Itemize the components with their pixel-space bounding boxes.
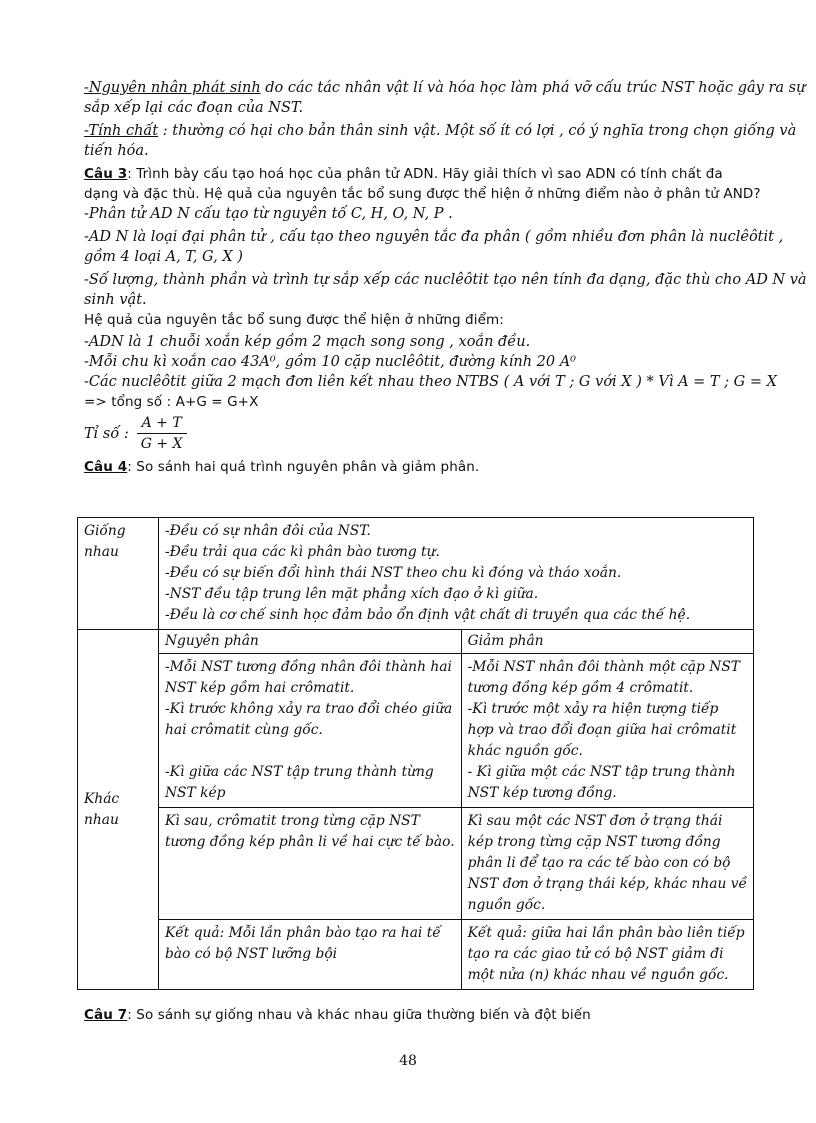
cell-line: Kì sau một các NST đơn ở trạng thái	[467, 813, 723, 829]
cell-line: -Kì trước không xảy ra trao đổi chéo giữa	[164, 701, 453, 717]
mitosis-anaphase-cell	[158, 808, 461, 920]
cause-paragraph	[84, 78, 806, 98]
table-row	[78, 920, 754, 990]
col-meiosis-header: Giảm phân	[461, 630, 753, 654]
cell-line	[165, 741, 455, 762]
cause-label: -Nguyên nhân phát sinh	[84, 80, 261, 96]
q3-question-text: : Trình bày cấu tạo hoá học của phân tử ADN. Hãy giải thích vì sao ADN có tính chất đa	[127, 166, 723, 182]
property-text-cont: tiến hóa.	[84, 143, 149, 159]
meiosis-phase-cell	[461, 654, 753, 808]
q3-label: Câu 3	[84, 166, 128, 182]
cell-line: -Mỗi NST tương đồng nhân đôi thành hai	[164, 659, 452, 675]
ratio-formula	[84, 414, 756, 453]
cell-line: Kì sau, crômatit trong từng cặp NST	[164, 813, 420, 829]
similar-header: Giống nhau	[78, 518, 159, 630]
comparison-table	[77, 517, 754, 990]
cell-line: kép trong từng cặp NST tương đồng	[467, 834, 721, 850]
q7-label: Câu 7	[84, 1007, 128, 1023]
meiosis-anaphase-cell	[461, 808, 753, 920]
cell-line: Kết quả: Mỗi lần phân bào tạo ra hai tế	[164, 925, 441, 941]
table-row	[78, 518, 754, 630]
cause-text-cont: sắp xếp lại các đoạn của NST.	[84, 100, 304, 116]
q4-label: Câu 4	[84, 459, 128, 475]
diff-header: Khác nhau	[78, 630, 159, 990]
cell-line: một nửa (n) khác nhau về nguồn gốc.	[467, 967, 729, 983]
cell-line: NST kép	[164, 785, 226, 801]
q4-question	[84, 457, 756, 477]
cell-line: -Kì trước một xảy ra hiện tượng tiếp	[467, 701, 719, 717]
similar-item: -Đều có sự nhân đôi của NST.	[164, 523, 371, 539]
q3-question-cont: dạng và đặc thù. Hệ quả của nguyên tắc bổ sung được thể hiện ở những điểm nào ở phân tử AND?	[84, 186, 761, 202]
similar-item: -Đều trải qua các kì phân bào tương tự.	[164, 544, 440, 560]
page-number: 48	[399, 1053, 417, 1069]
ratio-numerator: A + T	[137, 414, 187, 434]
q3-answer-line: sinh vật.	[84, 292, 147, 308]
q3-question	[84, 164, 756, 184]
similar-item: -Đều có sự biến đổi hình thái NST theo chu kì đóng và tháo xoắn.	[164, 565, 622, 581]
cell-line: hai crômatit cùng gốc.	[164, 722, 323, 738]
cell-line: khác nguồn gốc.	[467, 743, 583, 759]
property-label: -Tính chất	[84, 123, 159, 139]
consequence-heading: Hệ quả của nguyên tắc bổ sung được thể hiện ở những điểm:	[84, 312, 504, 328]
consequence-item: -Mỗi chu kì xoắn cao 43A⁰, gồm 10 cặp nuclêôtit, đường kính 20 A⁰	[84, 354, 576, 370]
q7-question-text: : So sánh sự giống nhau và khác nhau giữa thường biến và đột biến	[127, 1007, 591, 1023]
meiosis-result-cell	[461, 920, 753, 990]
cause-text: do các tác nhân vật lí và hóa học làm phá vỡ cấu trúc NST hoặc gây ra sự	[260, 80, 806, 96]
q3-answer-line: -Phân tử AD N cấu tạo từ nguyên tố C, H, O, N, P .	[84, 206, 453, 222]
cell-line: hợp và trao đổi đoạn giữa hai crômatit	[467, 722, 737, 738]
cell-line: NST kép gồm hai crômatit.	[164, 680, 355, 696]
table-row	[78, 630, 754, 654]
cell-line: nguồn gốc.	[467, 897, 546, 913]
mitosis-result-cell	[158, 920, 461, 990]
q4-question-text: : So sánh hai quá trình nguyên phân và giảm phân.	[127, 459, 480, 475]
cell-line: phân li để tạo ra các tế bào con có bộ	[467, 855, 731, 871]
ratio-label: Tỉ số :	[84, 425, 129, 442]
ratio-fraction	[137, 414, 187, 453]
cell-line: -Kì giữa các NST tập trung thành từng	[164, 764, 434, 780]
q3-answer-line: -AD N là loại đại phân tử , cấu tạo theo nguyên tắc đa phân ( gồm nhiều đơn phân là nuclêôtit ,	[84, 229, 784, 245]
cell-line: bào có bộ NST lưỡng bội	[164, 946, 338, 962]
table-row	[78, 654, 754, 808]
property-paragraph	[84, 121, 797, 141]
cell-line: NST kép tương đồng.	[467, 785, 617, 801]
q7-block	[84, 1005, 756, 1025]
cell-line: tương đồng kép gồm 4 crômatit.	[467, 680, 694, 696]
consequence-item: -Các nuclêôtit giữa 2 mạch đơn liên kết nhau theo NTBS ( A với T ; G với X ) * Vì A = T ; G = X	[84, 374, 777, 390]
similar-item: -NST đều tập trung lên mặt phẳng xích đạo ở kì giữa.	[164, 586, 539, 602]
cell-line: tương đồng kép phân li về hai cực tế bào.	[164, 834, 455, 850]
property-text: : thường có hại cho bản thân sinh vật. Một số ít có lợi , có ý nghĩa trong chọn giống và	[158, 123, 797, 139]
mitosis-phase-cell	[158, 654, 461, 808]
similar-item: -Đều là cơ chế sinh học đảm bảo ổn định vật chất di truyền qua các thế hệ.	[164, 607, 691, 623]
q3-answer-line: -Số lượng, thành phần và trình tự sắp xếp các nuclêôtit tạo nên tính đa dạng, đặc thù cho AD N và	[84, 272, 807, 288]
table-row	[78, 808, 754, 920]
similar-cell	[158, 518, 753, 630]
q3-answer-line: gồm 4 loại A, T, G, X )	[84, 249, 243, 265]
consequence-item: -ADN là 1 chuỗi xoắn kép gồm 2 mạch song song , xoắn đều.	[84, 334, 531, 350]
ratio-denominator: G + X	[140, 436, 183, 452]
col-mitosis-header: Nguyên phân	[158, 630, 461, 654]
cell-line: -Mỗi NST nhân đôi thành một cặp NST	[467, 659, 740, 675]
sum-line: => tổng số : A+G = G+X	[84, 394, 259, 410]
document-body	[84, 78, 807, 477]
cell-line: NST đơn ở trạng thái kép, khác nhau về	[467, 876, 747, 892]
cell-line: Kết quả: giữa hai lần phân bào liên tiếp	[467, 925, 745, 941]
cell-line: - Kì giữa một các NST tập trung thành	[467, 764, 736, 780]
q7-question	[84, 1005, 756, 1025]
cell-line: tạo ra các giao tử có bộ NST giảm đi	[467, 946, 724, 962]
